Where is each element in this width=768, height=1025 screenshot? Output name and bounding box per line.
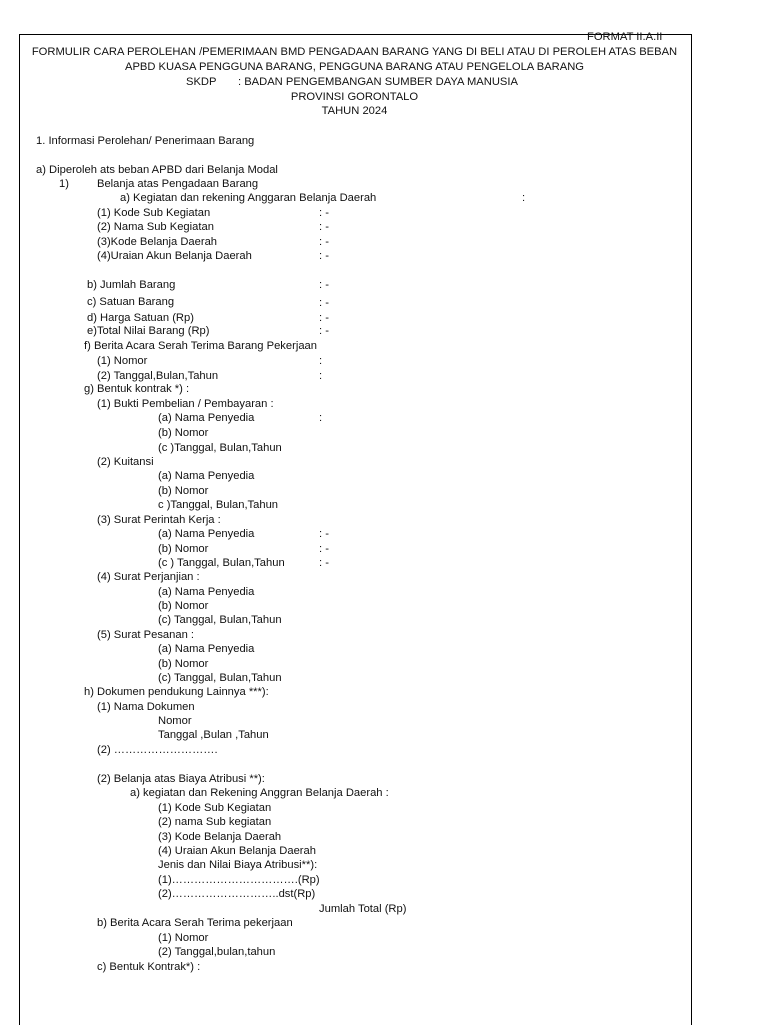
atribusi-berita-acara-label: b) Berita Acara Serah Terima pekerjaan bbox=[97, 917, 293, 929]
part-a-title: a) Diperoleh ats beban APBD dari Belanja Modal bbox=[36, 164, 278, 176]
jumlah-barang-value: : - bbox=[319, 279, 329, 291]
harga-satuan-value: : - bbox=[319, 312, 329, 324]
total-nilai-barang-value: : - bbox=[319, 325, 329, 337]
bukti-tanggal-label: (c )Tanggal, Bulan,Tahun bbox=[158, 442, 282, 454]
bentuk-kontrak-label: g) Bentuk kontrak *) : bbox=[84, 383, 190, 395]
kuitansi-nomor-label: (b) Nomor bbox=[158, 485, 209, 497]
spk-label: (3) Surat Perintah Kerja : bbox=[97, 514, 221, 526]
atribusi-kode-belanja-label: (3) Kode Belanja Daerah bbox=[158, 831, 282, 843]
bukti-nomor-label: (b) Nomor bbox=[158, 427, 209, 439]
kegiatan-rekening-label: a) Kegiatan dan rekening Anggaran Belanja Daerah bbox=[120, 192, 377, 204]
bukti-nama-penyedia-label: (a) Nama Penyedia bbox=[158, 412, 255, 424]
pesanan-tanggal-label: (c) Tanggal, Bulan,Tahun bbox=[158, 672, 282, 684]
atribusi-item-2: (2)………………………..dst(Rp) bbox=[158, 888, 316, 900]
spk-nomor-label: (b) Nomor bbox=[158, 543, 209, 555]
kuitansi-label: (2) Kuitansi bbox=[97, 456, 154, 468]
kode-sub-kegiatan-value: : - bbox=[319, 207, 329, 219]
atribusi-bentuk-kontrak-label: c) Bentuk Kontrak*) : bbox=[97, 961, 201, 973]
item-1-label: Belanja atas Pengadaan Barang bbox=[97, 178, 259, 190]
item-1-number: 1) bbox=[59, 178, 69, 190]
satuan-barang-label: c) Satuan Barang bbox=[87, 296, 175, 308]
atribusi-item-1: (1)…………………………….(Rp) bbox=[158, 874, 320, 886]
spk-nama-penyedia-label: (a) Nama Penyedia bbox=[158, 528, 255, 540]
kode-sub-kegiatan-label: (1) Kode Sub Kegiatan bbox=[97, 207, 211, 219]
kegiatan-rekening-colon: : bbox=[522, 192, 526, 204]
jumlah-barang-label: b) Jumlah Barang bbox=[87, 279, 176, 291]
total-nilai-barang-label: e)Total Nilai Barang (Rp) bbox=[87, 325, 210, 337]
atribusi-jenis-nilai-label: Jenis dan Nilai Biaya Atribusi**): bbox=[158, 859, 318, 871]
spk-tanggal-value: : - bbox=[319, 557, 329, 569]
header-title-line-2: APBD KUASA PENGGUNA BARANG, PENGGUNA BARANG ATAU PENGELOLA BARANG bbox=[124, 61, 585, 73]
perjanjian-tanggal-label: (c) Tanggal, Bulan,Tahun bbox=[158, 614, 282, 626]
uraian-akun-label: (4)Uraian Akun Belanja Daerah bbox=[97, 250, 252, 262]
dokumen-tanggal-label: Tanggal ,Bulan ,Tahun bbox=[158, 729, 269, 741]
province-name: PROVINSI GORONTALO bbox=[290, 91, 419, 103]
berita-acara-nomor-colon: : bbox=[319, 355, 323, 367]
berita-acara-nomor-label: (1) Nomor bbox=[97, 355, 148, 367]
perjanjian-nomor-label: (b) Nomor bbox=[158, 600, 209, 612]
berita-acara-label: f) Berita Acara Serah Terima Barang Pekerjaan bbox=[84, 340, 317, 352]
atribusi-nama-sub-label: (2) nama Sub kegiatan bbox=[158, 816, 272, 828]
perjanjian-label: (4) Surat Perjanjian : bbox=[97, 571, 200, 583]
spk-nomor-value: : - bbox=[319, 543, 329, 555]
nama-sub-kegiatan-label: (2) Nama Sub Kegiatan bbox=[97, 221, 214, 233]
satuan-barang-value: : - bbox=[319, 297, 329, 309]
uraian-akun-value: : - bbox=[319, 250, 329, 262]
kuitansi-tanggal-label: c )Tanggal, Bulan,Tahun bbox=[158, 499, 279, 511]
kuitansi-nama-penyedia-label: (a) Nama Penyedia bbox=[158, 470, 255, 482]
bukti-pembelian-label: (1) Bukti Pembelian / Pembayaran : bbox=[97, 398, 274, 410]
header-title-line-1: FORMULIR CARA PEROLEHAN /PEMERIMAAN BMD PENGADAAN BARANG YANG DI BELI ATAU DI PEROLEH ATAS BEBAN bbox=[31, 46, 678, 58]
skdp-value: : BADAN PENGEMBANGAN SUMBER DAYA MANUSIA bbox=[238, 76, 518, 88]
jumlah-total-label: Jumlah Total (Rp) bbox=[319, 903, 407, 915]
pesanan-nama-penyedia-label: (a) Nama Penyedia bbox=[158, 643, 255, 655]
nama-dokumen-label: (1) Nama Dokumen bbox=[97, 701, 195, 713]
dokumen-2-line: (2) ………………………. bbox=[97, 744, 218, 756]
harga-satuan-label: d) Harga Satuan (Rp) bbox=[87, 312, 194, 324]
atribusi-kegiatan-label: a) kegiatan dan Rekening Anggran Belanja Daerah : bbox=[130, 787, 389, 799]
pesanan-label: (5) Surat Pesanan : bbox=[97, 629, 195, 641]
format-code: FORMAT II.A.II bbox=[587, 31, 663, 43]
atribusi-tanggal-label: (2) Tanggal,bulan,tahun bbox=[158, 946, 276, 958]
berita-acara-tanggal-label: (2) Tanggal,Bulan,Tahun bbox=[97, 370, 219, 382]
pesanan-nomor-label: (b) Nomor bbox=[158, 658, 209, 670]
perjanjian-nama-penyedia-label: (a) Nama Penyedia bbox=[158, 586, 255, 598]
nama-sub-kegiatan-value: : - bbox=[319, 221, 329, 233]
spk-nama-penyedia-value: : - bbox=[319, 528, 329, 540]
spk-tanggal-label: (c ) Tanggal, Bulan,Tahun bbox=[158, 557, 285, 569]
atribusi-uraian-label: (4) Uraian Akun Belanja Daerah bbox=[158, 845, 316, 857]
kode-belanja-daerah-label: (3)Kode Belanja Daerah bbox=[97, 236, 218, 248]
atribusi-nomor-label: (1) Nomor bbox=[158, 932, 209, 944]
dokumen-nomor-label: Nomor bbox=[158, 715, 192, 727]
atribusi-kode-sub-label: (1) Kode Sub Kegiatan bbox=[158, 802, 272, 814]
dokumen-pendukung-label: h) Dokumen pendukung Lainnya ***): bbox=[84, 686, 269, 698]
skdp-label: SKDP bbox=[186, 76, 217, 88]
year-label: TAHUN 2024 bbox=[321, 105, 388, 117]
berita-acara-tanggal-colon: : bbox=[319, 370, 323, 382]
bukti-nama-penyedia-colon: : bbox=[319, 412, 323, 424]
section-1-title: 1. Informasi Perolehan/ Penerimaan Barang bbox=[36, 135, 255, 147]
biaya-atribusi-title: (2) Belanja atas Biaya Atribusi **): bbox=[97, 773, 265, 785]
kode-belanja-daerah-value: : - bbox=[319, 236, 329, 248]
